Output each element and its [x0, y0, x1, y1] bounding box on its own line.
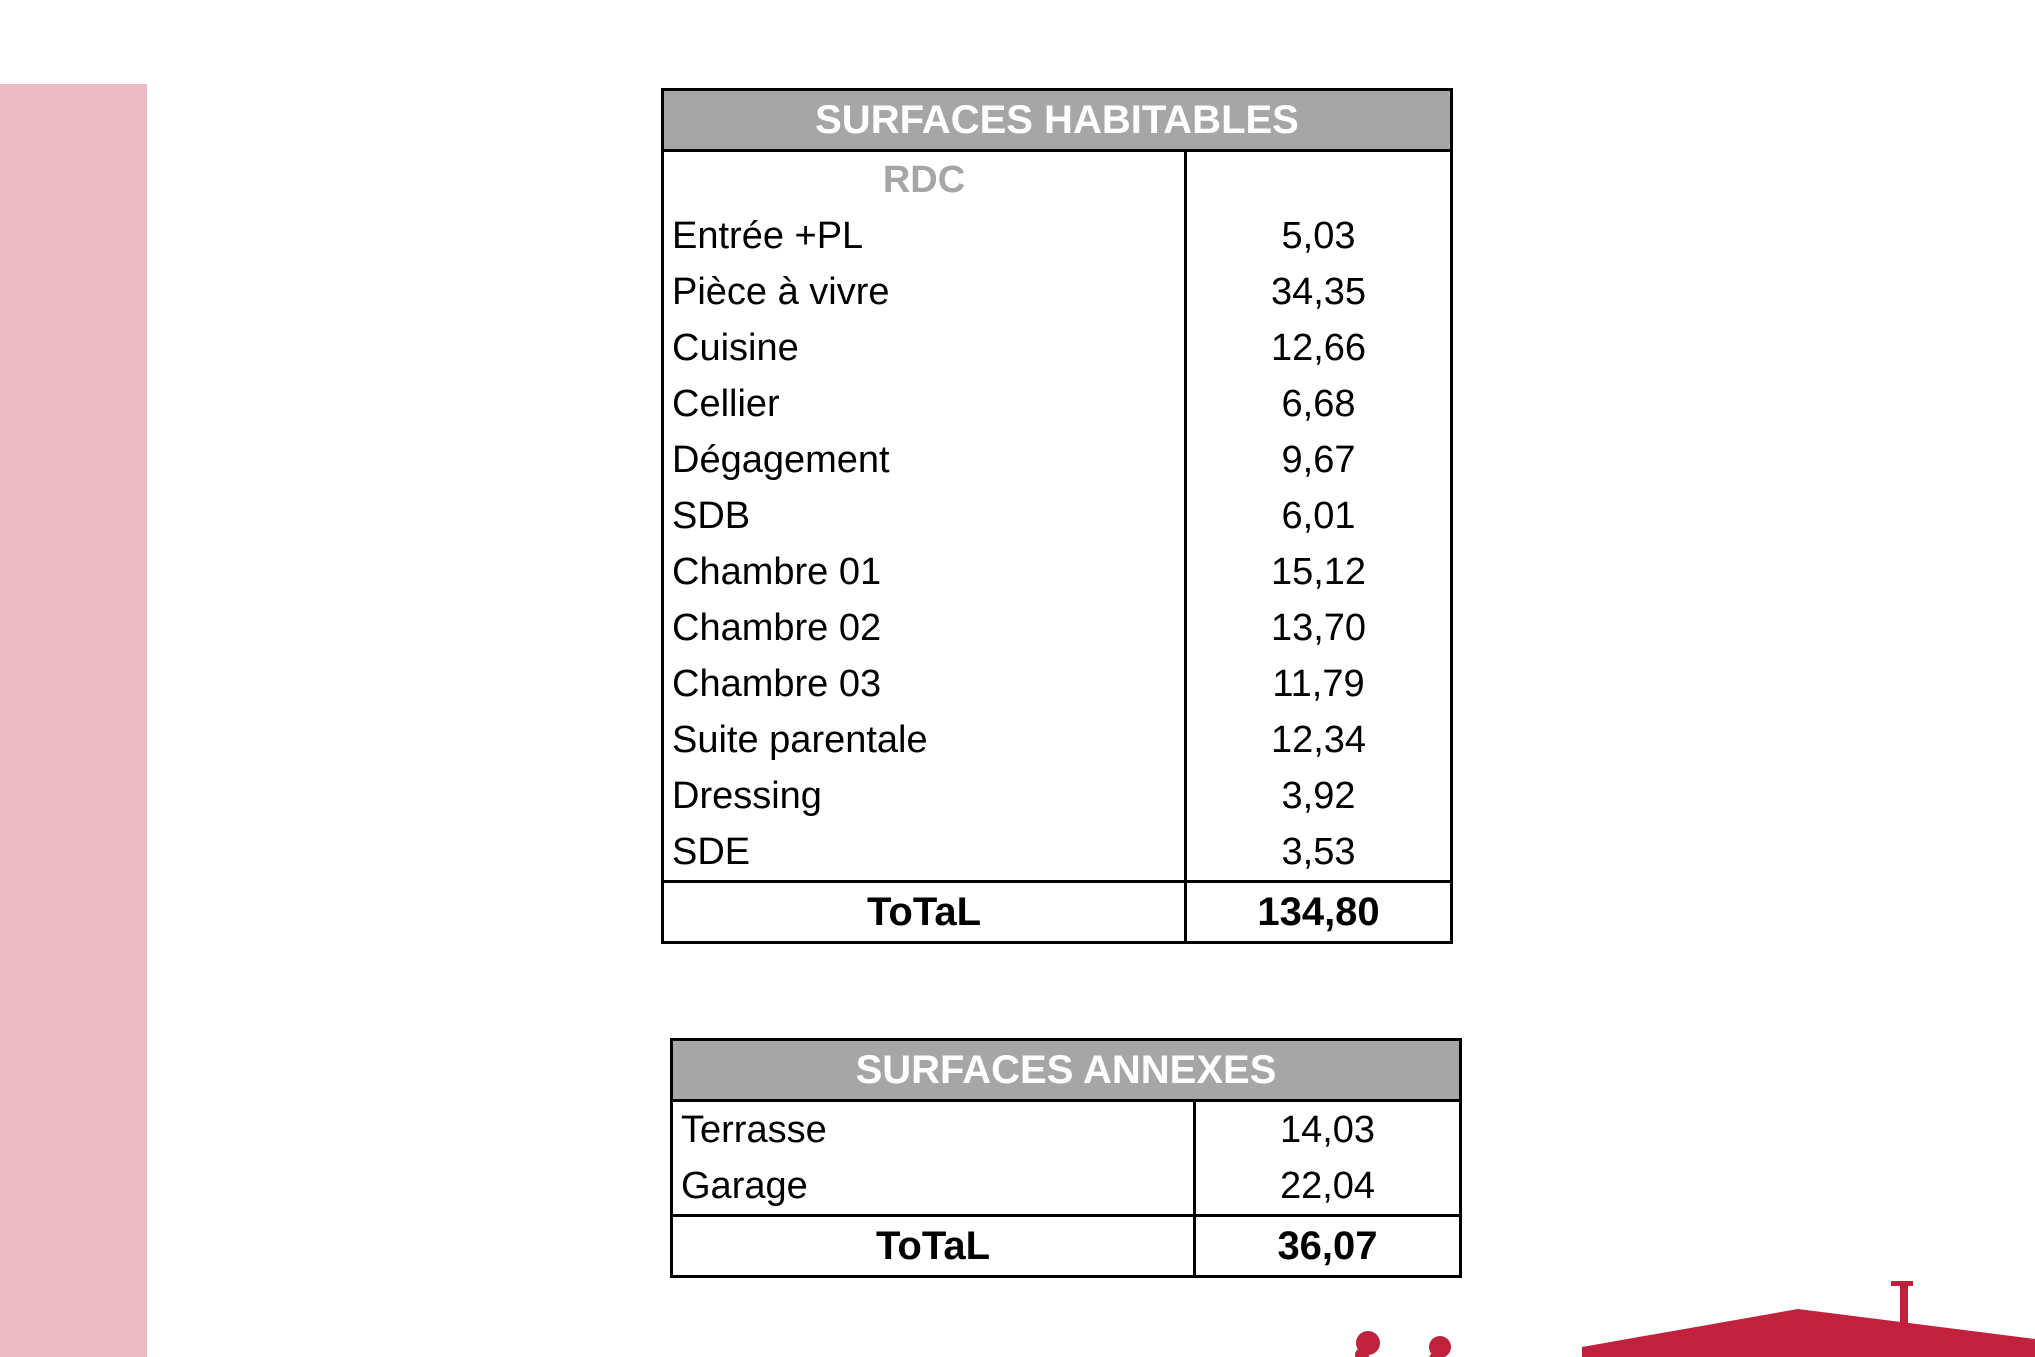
row-value: 3,92 — [1281, 775, 1356, 817]
total-row — [673, 1214, 1459, 1275]
row-value: 22,04 — [1279, 1165, 1376, 1207]
level-label: RDC — [882, 159, 966, 201]
total-value: 134,80 — [1257, 890, 1380, 934]
row-value: 15,12 — [1270, 551, 1367, 593]
row-value: 6,68 — [1281, 383, 1356, 425]
table-title: SURFACES HABITABLES — [664, 91, 1450, 152]
row-value: 5,03 — [1281, 215, 1356, 257]
row-label: Pièce à vivre — [672, 271, 890, 313]
row-label: SDE — [672, 831, 751, 873]
row-label: Chambre 01 — [672, 551, 882, 593]
house-logo-icon — [1340, 1275, 2035, 1357]
total-label: ToTaL — [673, 1217, 1196, 1275]
row-value: 14,03 — [1279, 1109, 1376, 1151]
level-value-empty — [1187, 152, 1450, 208]
row-label: SDB — [672, 495, 751, 537]
table-title: SURFACES ANNEXES — [673, 1041, 1459, 1102]
row-value: 6,01 — [1281, 495, 1356, 537]
side-band — [0, 84, 147, 1357]
table-body — [664, 152, 1450, 880]
row-value: 12,66 — [1270, 327, 1367, 369]
surfaces-habitables-table — [661, 88, 1453, 944]
row-label: Chambre 02 — [672, 607, 882, 649]
row-value: 11,79 — [1272, 663, 1365, 705]
row-label: Dressing — [672, 775, 822, 817]
row-value: 12,34 — [1270, 719, 1367, 761]
row-value: 34,35 — [1270, 271, 1367, 313]
row-value: 9,67 — [1281, 439, 1356, 481]
total-row — [664, 880, 1450, 941]
label-column — [673, 1102, 1196, 1214]
row-label: Terrasse — [681, 1109, 827, 1151]
row-label: Suite parentale — [672, 719, 928, 761]
row-label: Cellier — [672, 383, 780, 425]
row-label: Entrée +PL — [672, 215, 864, 257]
row-value: 3,53 — [1281, 831, 1356, 873]
total-label: ToTaL — [664, 883, 1187, 941]
row-label: Cuisine — [672, 327, 799, 369]
value-column — [1196, 1102, 1459, 1214]
row-label: Chambre 03 — [672, 663, 882, 705]
figure-heads-icon — [1355, 1331, 1451, 1357]
chimney-cap-icon — [1891, 1281, 1913, 1286]
total-value: 36,07 — [1277, 1224, 1378, 1268]
row-value: 13,70 — [1270, 607, 1367, 649]
table-body — [673, 1102, 1459, 1214]
label-column — [664, 152, 1187, 880]
row-label: Garage — [681, 1165, 808, 1207]
chimney-icon — [1900, 1281, 1908, 1325]
value-column — [1187, 152, 1450, 880]
row-label: Dégagement — [672, 439, 890, 481]
roof-icon — [1582, 1309, 2035, 1357]
surfaces-annexes-table — [670, 1038, 1462, 1278]
